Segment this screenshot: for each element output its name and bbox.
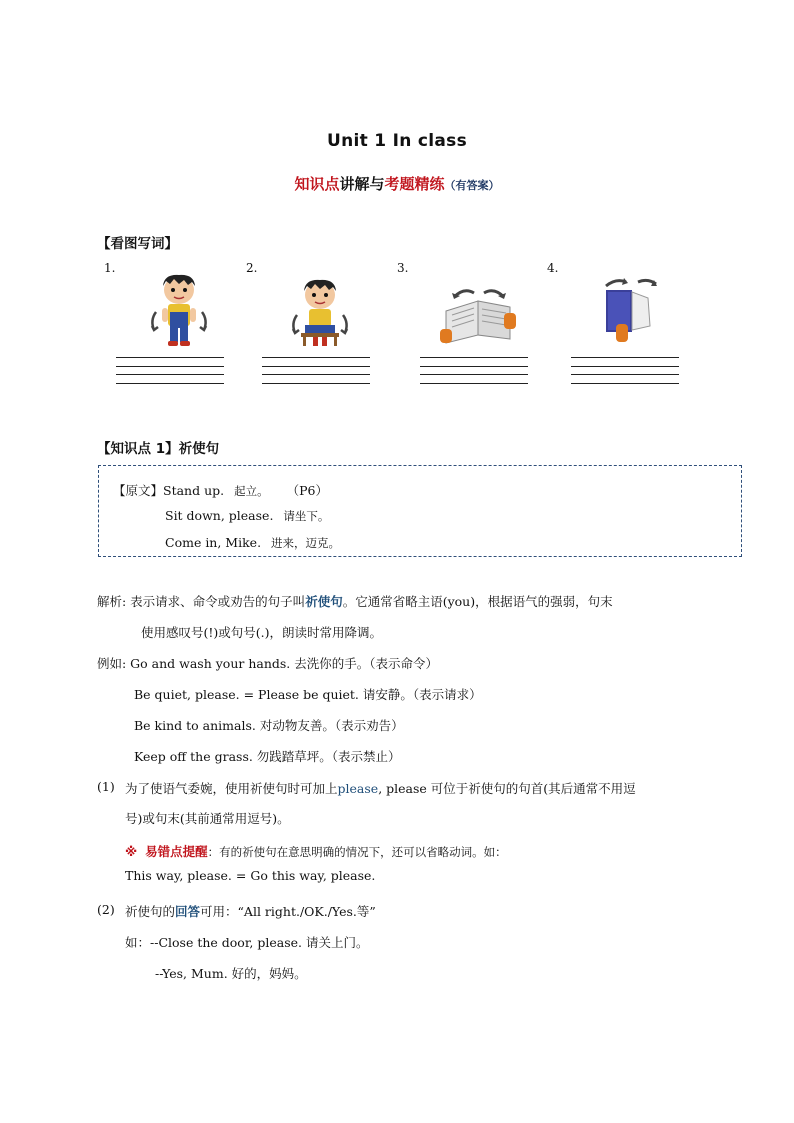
original-line1-cn: 起立。 xyxy=(234,484,269,498)
open-book-image xyxy=(440,285,518,345)
point1-line-2: 号)或句末(其前通常用逗号)。 xyxy=(125,811,290,826)
page-subtitle xyxy=(0,173,794,194)
item-number-3: 3. xyxy=(397,261,409,275)
point2-example-2: --Yes, Mum. 好的，妈妈。 xyxy=(155,966,307,981)
tip-example: This way, please. = Go this way, please. xyxy=(125,868,376,883)
boy-sit-down-image xyxy=(289,277,351,347)
subtitle-part3: 考题精练 xyxy=(384,175,445,193)
item-number-1: 1. xyxy=(104,261,116,275)
point2-number: (2) xyxy=(97,902,115,917)
original-line2-en: Sit down, please. xyxy=(165,508,274,523)
subtitle-part1: 知识点 xyxy=(294,175,340,193)
boy-stand-up-image xyxy=(148,272,210,348)
analysis-text-2: 。它通常省略主语(you)，根据语气的强弱，句末 xyxy=(342,594,613,609)
page-title: Unit 1 In class xyxy=(327,131,467,151)
tip-text: ：有的祈使句在意思明确的情况下，还可以省略动词。如： xyxy=(207,845,507,859)
original-line-2 xyxy=(165,508,329,524)
point2-text-2: 可用：“All right./OK./Yes.等” xyxy=(200,904,376,919)
answer-lines-1[interactable] xyxy=(116,357,224,391)
item-number-4: 4. xyxy=(547,261,559,275)
analysis-highlight: 祈使句 xyxy=(305,594,343,609)
point1-text-2: , please 可位于祈使句的句首(其后通常不用逗 xyxy=(378,781,636,796)
answer-lines-2[interactable] xyxy=(262,357,370,391)
subtitle-note: （有答案） xyxy=(444,179,500,192)
point1-text-1: 为了使语气委婉，使用祈使句时可加上 xyxy=(125,781,338,796)
item-number-2: 2. xyxy=(246,261,258,275)
example-3: Be kind to animals. 对动物友善。（表示劝告） xyxy=(134,718,404,733)
tip-label: 易错点提醒 xyxy=(145,844,208,859)
tip-mark: ※ xyxy=(125,844,138,859)
original-label: 【原文】 xyxy=(113,483,164,498)
original-line-3 xyxy=(165,535,340,551)
section-heading-knowledge-1: 【知识点 1】祈使句 xyxy=(97,441,220,457)
subtitle-part2: 讲解与 xyxy=(339,175,385,193)
point1-number: (1) xyxy=(97,779,115,794)
original-line3-cn: 进来，迈克。 xyxy=(271,536,341,550)
point2-example-1: 如：--Close the door, please. 请关上门。 xyxy=(125,935,369,950)
point2-highlight: 回答 xyxy=(175,904,201,919)
point2-line-1 xyxy=(125,902,376,920)
point2-text-1: 祈使句的 xyxy=(125,904,176,919)
analysis-line-1 xyxy=(97,592,707,610)
example-4: Keep off the grass. 勿践踏草坪。（表示禁止） xyxy=(134,749,401,764)
original-line1-en: Stand up. xyxy=(163,483,225,498)
analysis-text-1: 解析: 表示请求、命令或劝告的句子叫 xyxy=(97,594,306,609)
original-line2-cn: 请坐下。 xyxy=(283,509,330,523)
answer-lines-4[interactable] xyxy=(571,357,679,391)
original-line-1 xyxy=(113,481,328,499)
answer-lines-3[interactable] xyxy=(420,357,528,391)
section-heading-picture-words: 【看图写词】 xyxy=(97,236,178,252)
example-2: Be quiet, please. = Please be quiet. 请安静。（表示请求） xyxy=(134,687,482,702)
original-line3-en: Come in, Mike. xyxy=(165,535,262,550)
analysis-line-2: 使用感叹号(!)或句号(.)，朗读时常用降调。 xyxy=(141,625,383,640)
point1-line-1 xyxy=(125,779,715,797)
example-1: 例如: Go and wash your hands. 去洗你的手。（表示命令） xyxy=(97,656,438,671)
closed-book-image xyxy=(598,276,662,346)
point1-highlight: please xyxy=(337,781,379,796)
original-line1-ref: （P6） xyxy=(286,483,328,498)
tip-line xyxy=(125,842,507,860)
